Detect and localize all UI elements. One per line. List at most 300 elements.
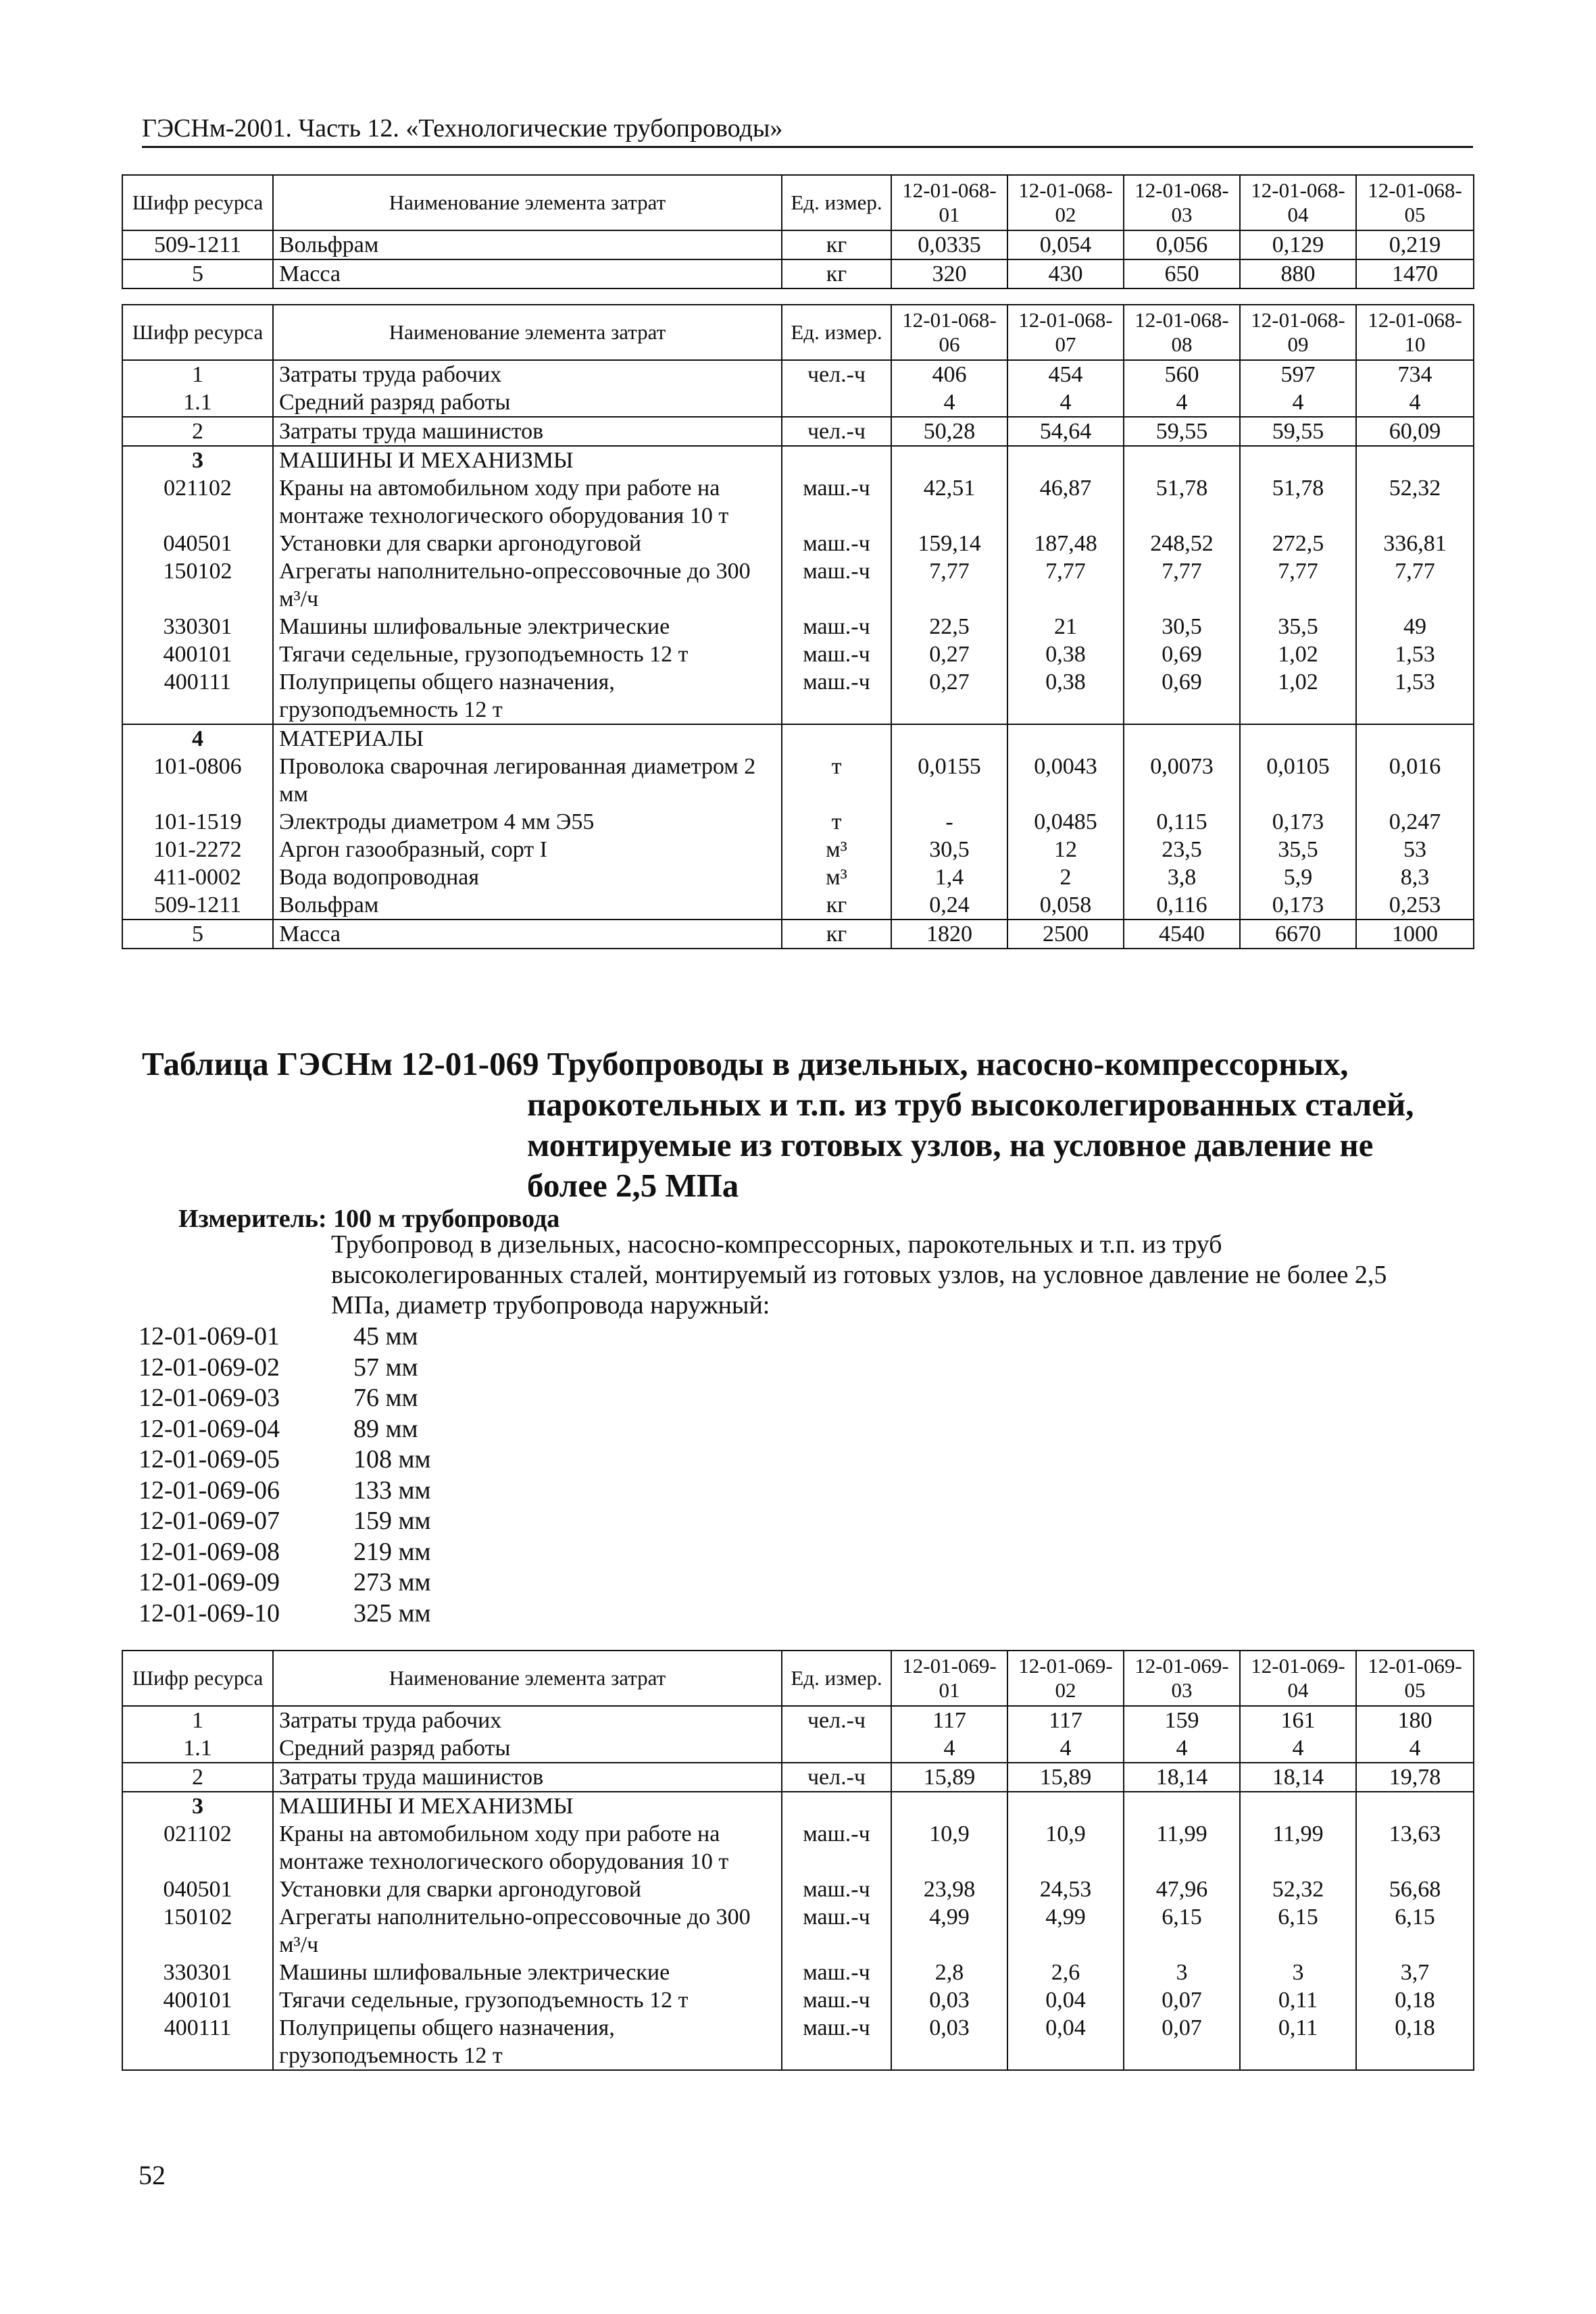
norm-value: 159 — [1124, 1706, 1240, 1734]
resource-code: 101-0806 — [122, 753, 273, 808]
unit-of-measure: маш.-ч — [782, 2014, 891, 2070]
unit-of-measure: маш.-ч — [782, 530, 891, 557]
pipe-diameter: 45 мм — [353, 1322, 418, 1351]
norm-value — [891, 1792, 1007, 1820]
pipe-diameter: 76 мм — [353, 1384, 418, 1412]
unit-of-measure: т — [782, 753, 891, 808]
norm-value — [1240, 1792, 1356, 1820]
norm-value: 0,38 — [1007, 640, 1124, 668]
norm-value: 406 — [891, 360, 1007, 388]
column-header-norm-code: 12-01-068-04 — [1240, 175, 1356, 230]
resource-code: 5 — [122, 920, 273, 949]
norm-value: 11,99 — [1124, 1820, 1240, 1876]
diameter-row — [139, 1353, 431, 1384]
cost-element-name: Машины шлифовальные электрические — [273, 1959, 782, 1986]
diameter-row — [139, 1383, 431, 1414]
table-header-row — [122, 1651, 1474, 1706]
resource-code: 2 — [122, 417, 273, 446]
column-header-norm-code: 12-01-069-02 — [1007, 1651, 1124, 1706]
resource-code: 101-1519 — [122, 808, 273, 836]
norm-value: 60,09 — [1356, 417, 1474, 446]
norms-table-068-01-05 — [122, 174, 1474, 289]
norm-value: 0,04 — [1007, 2014, 1124, 2070]
cost-element-name: Затраты труда машинистов — [273, 1763, 782, 1792]
norm-value: 0,69 — [1124, 668, 1240, 724]
norm-value: 1,02 — [1240, 640, 1356, 668]
unit-of-measure — [782, 1792, 891, 1820]
norm-value: 51,78 — [1240, 474, 1356, 530]
pipe-diameter: 108 мм — [353, 1445, 431, 1474]
unit-of-measure: кг — [782, 259, 891, 288]
norm-value: 3 — [1124, 1959, 1240, 1986]
norm-code: 12-01-069-01 — [139, 1322, 280, 1351]
resource-code: 3 — [122, 1792, 273, 1820]
norm-value: 650 — [1124, 259, 1240, 288]
table-row — [122, 808, 1474, 836]
norm-code: 12-01-069-10 — [139, 1599, 280, 1628]
norm-value: 52,32 — [1356, 474, 1474, 530]
norm-value — [1124, 446, 1240, 474]
norm-value: 117 — [1007, 1706, 1124, 1734]
cost-element-name: Агрегаты наполнительно-опрессовочные до 300 м³/ч — [273, 1903, 782, 1959]
column-header-code: Шифр ресурса — [122, 1651, 273, 1706]
resource-code: 4 — [122, 724, 273, 753]
cost-element-name: Затраты труда машинистов — [273, 417, 782, 446]
unit-of-measure: маш.-ч — [782, 1959, 891, 1986]
running-header: ГЭСНм-2001. Часть 12. «Технологические трубопроводы» — [142, 114, 1473, 148]
norm-value: 2500 — [1007, 920, 1124, 949]
norm-value: 35,5 — [1240, 836, 1356, 863]
norm-value: 22,5 — [891, 613, 1007, 640]
norm-value: 42,51 — [891, 474, 1007, 530]
norm-value — [1356, 724, 1474, 753]
resource-code: 330301 — [122, 1959, 273, 1986]
diameter-row — [139, 1537, 431, 1568]
norm-value: 248,52 — [1124, 530, 1240, 557]
norm-value: 1,02 — [1240, 668, 1356, 724]
norm-value: 2,8 — [891, 1959, 1007, 1986]
resource-code: 021102 — [122, 1820, 273, 1876]
column-header-unit: Ед. измер. — [782, 1651, 891, 1706]
unit-of-measure: маш.-ч — [782, 1820, 891, 1876]
norm-value: 1470 — [1356, 259, 1474, 288]
table-header-row — [122, 175, 1474, 230]
table-row — [122, 836, 1474, 863]
norm-value: 6,15 — [1124, 1903, 1240, 1959]
resource-code: 5 — [122, 259, 273, 288]
norm-value: 4 — [1356, 1734, 1474, 1763]
norm-value: 597 — [1240, 360, 1356, 388]
norm-value: 0,0073 — [1124, 753, 1240, 808]
resource-code: 400101 — [122, 640, 273, 668]
cost-element-name: Полуприцепы общего назначения, грузоподъемность 12 т — [273, 2014, 782, 2070]
norm-value: 430 — [1007, 259, 1124, 288]
cost-element-name: Вольфрам — [273, 230, 782, 259]
resource-code: 400111 — [122, 2014, 273, 2070]
norm-value — [1124, 1792, 1240, 1820]
norm-value — [891, 446, 1007, 474]
norm-value: 53 — [1356, 836, 1474, 863]
diameter-row — [139, 1599, 431, 1630]
unit-of-measure — [782, 388, 891, 417]
measure-value: 100 м трубопровода — [333, 1205, 560, 1233]
norm-value: 0,056 — [1124, 230, 1240, 259]
resource-code: 150102 — [122, 1903, 273, 1959]
resource-code: 2 — [122, 1763, 273, 1792]
norm-value: 1820 — [891, 920, 1007, 949]
norm-value: 3,7 — [1356, 1959, 1474, 1986]
norm-value: 6,15 — [1240, 1903, 1356, 1959]
norm-value: 1,53 — [1356, 640, 1474, 668]
norm-value — [1356, 446, 1474, 474]
norm-value: 0,116 — [1124, 891, 1240, 920]
norm-value: 0,0335 — [891, 230, 1007, 259]
unit-of-measure — [782, 446, 891, 474]
norm-value — [1240, 724, 1356, 753]
cost-element-name: Масса — [273, 259, 782, 288]
cost-element-name: Установки для сварки аргонодуговой — [273, 1876, 782, 1903]
norm-code: 12-01-069-03 — [139, 1384, 280, 1412]
norm-value: 0,27 — [891, 668, 1007, 724]
norm-value: 7,77 — [891, 557, 1007, 613]
table-row — [122, 920, 1474, 949]
table-row — [122, 753, 1474, 808]
table-row — [122, 230, 1474, 259]
norm-value: 454 — [1007, 360, 1124, 388]
cost-element-name: Полуприцепы общего назначения, грузоподъемность 12 т — [273, 668, 782, 724]
unit-of-measure — [782, 724, 891, 753]
table-title-line-1: Таблица ГЭСНм 12-01-069 Трубопроводы в дизельных, насосно-компрессорных, — [142, 1045, 1349, 1082]
norm-value: 49 — [1356, 613, 1474, 640]
table-row — [122, 1763, 1474, 1792]
unit-of-measure: маш.-ч — [782, 557, 891, 613]
norm-code: 12-01-069-09 — [139, 1568, 280, 1596]
resource-code: 101-2272 — [122, 836, 273, 863]
norm-value: 161 — [1240, 1706, 1356, 1734]
norm-value: 4 — [1124, 1734, 1240, 1763]
norm-value: 10,9 — [1007, 1820, 1124, 1876]
norm-value: 7,77 — [1124, 557, 1240, 613]
resource-code: 040501 — [122, 1876, 273, 1903]
norm-value: 0,27 — [891, 640, 1007, 668]
norm-value: 7,77 — [1240, 557, 1356, 613]
norm-value: 4 — [1007, 1734, 1124, 1763]
pipe-diameter: 159 мм — [353, 1507, 431, 1535]
norm-value: 15,89 — [1007, 1763, 1124, 1792]
diameter-row — [139, 1567, 431, 1599]
section-heading: МАТЕРИАЛЫ — [273, 724, 782, 753]
cost-element-name: Масса — [273, 920, 782, 949]
column-header-name: Наименование элемента затрат — [273, 175, 782, 230]
norm-value: 336,81 — [1356, 530, 1474, 557]
norm-code: 12-01-069-08 — [139, 1537, 280, 1566]
pipe-diameter: 133 мм — [353, 1476, 431, 1505]
norm-value: 3,8 — [1124, 863, 1240, 891]
resource-code: 3 — [122, 446, 273, 474]
cost-element-name: Вода водопроводная — [273, 863, 782, 891]
column-header-norm-code: 12-01-069-04 — [1240, 1651, 1356, 1706]
norm-value: 5,9 — [1240, 863, 1356, 891]
norm-value: 4 — [1124, 388, 1240, 417]
norm-code: 12-01-069-02 — [139, 1353, 280, 1382]
table-row — [122, 259, 1474, 288]
norm-code: 12-01-069-07 — [139, 1507, 280, 1535]
norm-value: 4,99 — [891, 1903, 1007, 1959]
norm-value: 272,5 — [1240, 530, 1356, 557]
column-header-name: Наименование элемента затрат — [273, 1651, 782, 1706]
norm-value: 6670 — [1240, 920, 1356, 949]
cost-element-name: Проволока сварочная легированная диаметром 2 мм — [273, 753, 782, 808]
resource-code: 040501 — [122, 530, 273, 557]
column-header-norm-code: 12-01-068-10 — [1356, 305, 1474, 360]
column-header-norm-code: 12-01-068-07 — [1007, 305, 1124, 360]
table-row — [122, 388, 1474, 417]
unit-of-measure: маш.-ч — [782, 668, 891, 724]
norm-value: 0,173 — [1240, 891, 1356, 920]
table-row — [122, 891, 1474, 920]
cost-element-name: Вольфрам — [273, 891, 782, 920]
cost-element-name: Машины шлифовальные электрические — [273, 613, 782, 640]
resource-code: 1.1 — [122, 1734, 273, 1763]
norm-value: 0,38 — [1007, 668, 1124, 724]
resource-code: 509-1211 — [122, 230, 273, 259]
norm-value: - — [891, 808, 1007, 836]
norm-value: 0,11 — [1240, 2014, 1356, 2070]
cost-element-name: Тягачи седельные, грузоподъемность 12 т — [273, 1986, 782, 2014]
table-row — [122, 613, 1474, 640]
norm-value: 734 — [1356, 360, 1474, 388]
norm-value: 6,15 — [1356, 1903, 1474, 1959]
work-description: Трубопровод в дизельных, насосно-компрессорных, парокотельных и т.п. из труб высоколегированных сталей, монтируемый из готовых узлов, на условное давление не более 2,5 МПа, диаметр трубопровода наружный: — [331, 1230, 1387, 1319]
table-row — [122, 1986, 1474, 2014]
norm-value: 30,5 — [891, 836, 1007, 863]
norm-value: 0,0043 — [1007, 753, 1124, 808]
norm-value: 0,07 — [1124, 2014, 1240, 2070]
table-title — [142, 1044, 1460, 1206]
table-row — [122, 668, 1474, 724]
resource-code: 021102 — [122, 474, 273, 530]
norm-value: 4,99 — [1007, 1903, 1124, 1959]
norm-value: 0,0155 — [891, 753, 1007, 808]
table-row — [122, 1706, 1474, 1734]
norm-value: 21 — [1007, 613, 1124, 640]
unit-of-measure — [782, 1734, 891, 1763]
diameter-row — [139, 1506, 431, 1537]
cost-element-name: Электроды диаметром 4 мм Э55 — [273, 808, 782, 836]
column-header-norm-code: 12-01-069-01 — [891, 1651, 1007, 1706]
table-row — [122, 446, 1474, 474]
resource-code: 330301 — [122, 613, 273, 640]
norm-value: 1,53 — [1356, 668, 1474, 724]
norm-value: 30,5 — [1124, 613, 1240, 640]
table-row — [122, 640, 1474, 668]
table-row — [122, 474, 1474, 530]
norm-value: 0,0105 — [1240, 753, 1356, 808]
cost-element-name: Затраты труда рабочих — [273, 360, 782, 388]
column-header-code: Шифр ресурса — [122, 175, 273, 230]
norm-value: 0,0485 — [1007, 808, 1124, 836]
table-row — [122, 1820, 1474, 1876]
cost-element-name: Аргон газообразный, сорт I — [273, 836, 782, 863]
cost-element-name: Затраты труда рабочих — [273, 1706, 782, 1734]
norm-value: 180 — [1356, 1706, 1474, 1734]
norm-value: 0,115 — [1124, 808, 1240, 836]
norm-value: 4 — [891, 1734, 1007, 1763]
unit-of-measure: чел.-ч — [782, 417, 891, 446]
pipe-diameter: 57 мм — [353, 1353, 418, 1382]
norm-value: 0,18 — [1356, 1986, 1474, 2014]
cost-element-name: Тягачи седельные, грузоподъемность 12 т — [273, 640, 782, 668]
norm-value: 0,253 — [1356, 891, 1474, 920]
norm-value: 1000 — [1356, 920, 1474, 949]
cost-element-name: Средний разряд работы — [273, 388, 782, 417]
column-header-norm-code: 12-01-069-03 — [1124, 1651, 1240, 1706]
unit-of-measure: маш.-ч — [782, 613, 891, 640]
norm-code: 12-01-069-05 — [139, 1445, 280, 1474]
cost-element-name: Краны на автомобильном ходу при работе на монтаже технологического оборудования 10 т — [273, 1820, 782, 1876]
norm-value: 59,55 — [1124, 417, 1240, 446]
table-title-line-3: монтируемые из готовых узлов, на условное давление не — [527, 1126, 1374, 1163]
norm-value: 0,054 — [1007, 230, 1124, 259]
norm-value: 47,96 — [1124, 1876, 1240, 1903]
column-header-norm-code: 12-01-068-01 — [891, 175, 1007, 230]
column-header-norm-code: 12-01-068-05 — [1356, 175, 1474, 230]
unit-of-measure: м³ — [782, 863, 891, 891]
norm-value: 187,48 — [1007, 530, 1124, 557]
norm-value: 51,78 — [1124, 474, 1240, 530]
unit-of-measure: маш.-ч — [782, 474, 891, 530]
table-row — [122, 1959, 1474, 1986]
column-header-norm-code: 12-01-068-09 — [1240, 305, 1356, 360]
norm-value: 0,247 — [1356, 808, 1474, 836]
cost-element-name: Установки для сварки аргонодуговой — [273, 530, 782, 557]
diameter-row — [139, 1444, 431, 1476]
pipe-diameter: 273 мм — [353, 1568, 431, 1596]
norm-value: 7,77 — [1356, 557, 1474, 613]
norm-value: 117 — [891, 1706, 1007, 1734]
unit-of-measure: чел.-ч — [782, 1706, 891, 1734]
resource-code: 150102 — [122, 557, 273, 613]
column-header-norm-code: 12-01-069-05 — [1356, 1651, 1474, 1706]
norm-value — [1124, 724, 1240, 753]
norm-value: 4 — [891, 388, 1007, 417]
table-row — [122, 724, 1474, 753]
norms-table-068-06-10 — [122, 304, 1474, 949]
norm-value: 0,129 — [1240, 230, 1356, 259]
norm-value: 0,03 — [891, 1986, 1007, 2014]
diameter-row — [139, 1322, 431, 1353]
norm-value: 4540 — [1124, 920, 1240, 949]
norm-value: 19,78 — [1356, 1763, 1474, 1792]
norms-table-069-01-05 — [122, 1650, 1474, 2071]
norm-value: 52,32 — [1240, 1876, 1356, 1903]
table-row — [122, 1734, 1474, 1763]
norm-value: 54,64 — [1007, 417, 1124, 446]
norm-value: 7,77 — [1007, 557, 1124, 613]
norm-value — [1356, 1792, 1474, 1820]
norm-value: 35,5 — [1240, 613, 1356, 640]
norm-value: 0,219 — [1356, 230, 1474, 259]
norm-value: 4 — [1007, 388, 1124, 417]
norm-value: 59,55 — [1240, 417, 1356, 446]
norm-value: 0,18 — [1356, 2014, 1474, 2070]
norm-value: 0,04 — [1007, 1986, 1124, 2014]
norm-value — [891, 724, 1007, 753]
norm-value: 3 — [1240, 1959, 1356, 1986]
resource-code: 1.1 — [122, 388, 273, 417]
norm-value: 23,5 — [1124, 836, 1240, 863]
norm-value: 4 — [1240, 388, 1356, 417]
norm-value: 0,69 — [1124, 640, 1240, 668]
table-row — [122, 417, 1474, 446]
norm-value: 320 — [891, 259, 1007, 288]
norm-value: 10,9 — [891, 1820, 1007, 1876]
norm-value: 46,87 — [1007, 474, 1124, 530]
unit-of-measure: маш.-ч — [782, 1903, 891, 1959]
table-row — [122, 1876, 1474, 1903]
cost-element-name: Агрегаты наполнительно-опрессовочные до 300 м³/ч — [273, 557, 782, 613]
norm-value: 0,016 — [1356, 753, 1474, 808]
norm-value — [1007, 724, 1124, 753]
resource-code: 411-0002 — [122, 863, 273, 891]
measure-label: Измеритель: — [178, 1205, 327, 1233]
pipe-diameter: 325 мм — [353, 1599, 431, 1628]
cost-element-name: Средний разряд работы — [273, 1734, 782, 1763]
resource-code: 400111 — [122, 668, 273, 724]
unit-of-measure: кг — [782, 920, 891, 949]
section-heading: МАШИНЫ И МЕХАНИЗМЫ — [273, 446, 782, 474]
resource-code: 509-1211 — [122, 891, 273, 920]
norm-code: 12-01-069-06 — [139, 1476, 280, 1505]
norm-value: 880 — [1240, 259, 1356, 288]
unit-of-measure: чел.-ч — [782, 360, 891, 388]
norm-value: 18,14 — [1124, 1763, 1240, 1792]
column-header-name: Наименование элемента затрат — [273, 305, 782, 360]
column-header-norm-code: 12-01-068-03 — [1124, 175, 1240, 230]
norm-value: 0,07 — [1124, 1986, 1240, 2014]
unit-of-measure: т — [782, 808, 891, 836]
resource-code: 400101 — [122, 1986, 273, 2014]
norm-value: 2,6 — [1007, 1959, 1124, 1986]
norm-value — [1240, 446, 1356, 474]
norm-value: 12 — [1007, 836, 1124, 863]
section-heading: МАШИНЫ И МЕХАНИЗМЫ — [273, 1792, 782, 1820]
table-row — [122, 1903, 1474, 1959]
norm-value: 24,53 — [1007, 1876, 1124, 1903]
column-header-unit: Ед. измер. — [782, 175, 891, 230]
norm-value: 560 — [1124, 360, 1240, 388]
resource-code: 1 — [122, 1706, 273, 1734]
norm-value: 4 — [1356, 388, 1474, 417]
column-header-norm-code: 12-01-068-08 — [1124, 305, 1240, 360]
pipe-diameter: 219 мм — [353, 1537, 431, 1566]
norm-value: 0,11 — [1240, 1986, 1356, 2014]
resource-code: 1 — [122, 360, 273, 388]
unit-of-measure: чел.-ч — [782, 1763, 891, 1792]
norm-value: 50,28 — [891, 417, 1007, 446]
norm-value — [1007, 1792, 1124, 1820]
norm-value: 1,4 — [891, 863, 1007, 891]
norm-value: 0,173 — [1240, 808, 1356, 836]
norm-code: 12-01-069-04 — [139, 1414, 280, 1443]
norm-value: 0,058 — [1007, 891, 1124, 920]
unit-of-measure: маш.-ч — [782, 1876, 891, 1903]
norm-value: 56,68 — [1356, 1876, 1474, 1903]
table-row — [122, 1792, 1474, 1820]
norm-value: 13,63 — [1356, 1820, 1474, 1876]
norm-value: 18,14 — [1240, 1763, 1356, 1792]
unit-of-measure: кг — [782, 230, 891, 259]
